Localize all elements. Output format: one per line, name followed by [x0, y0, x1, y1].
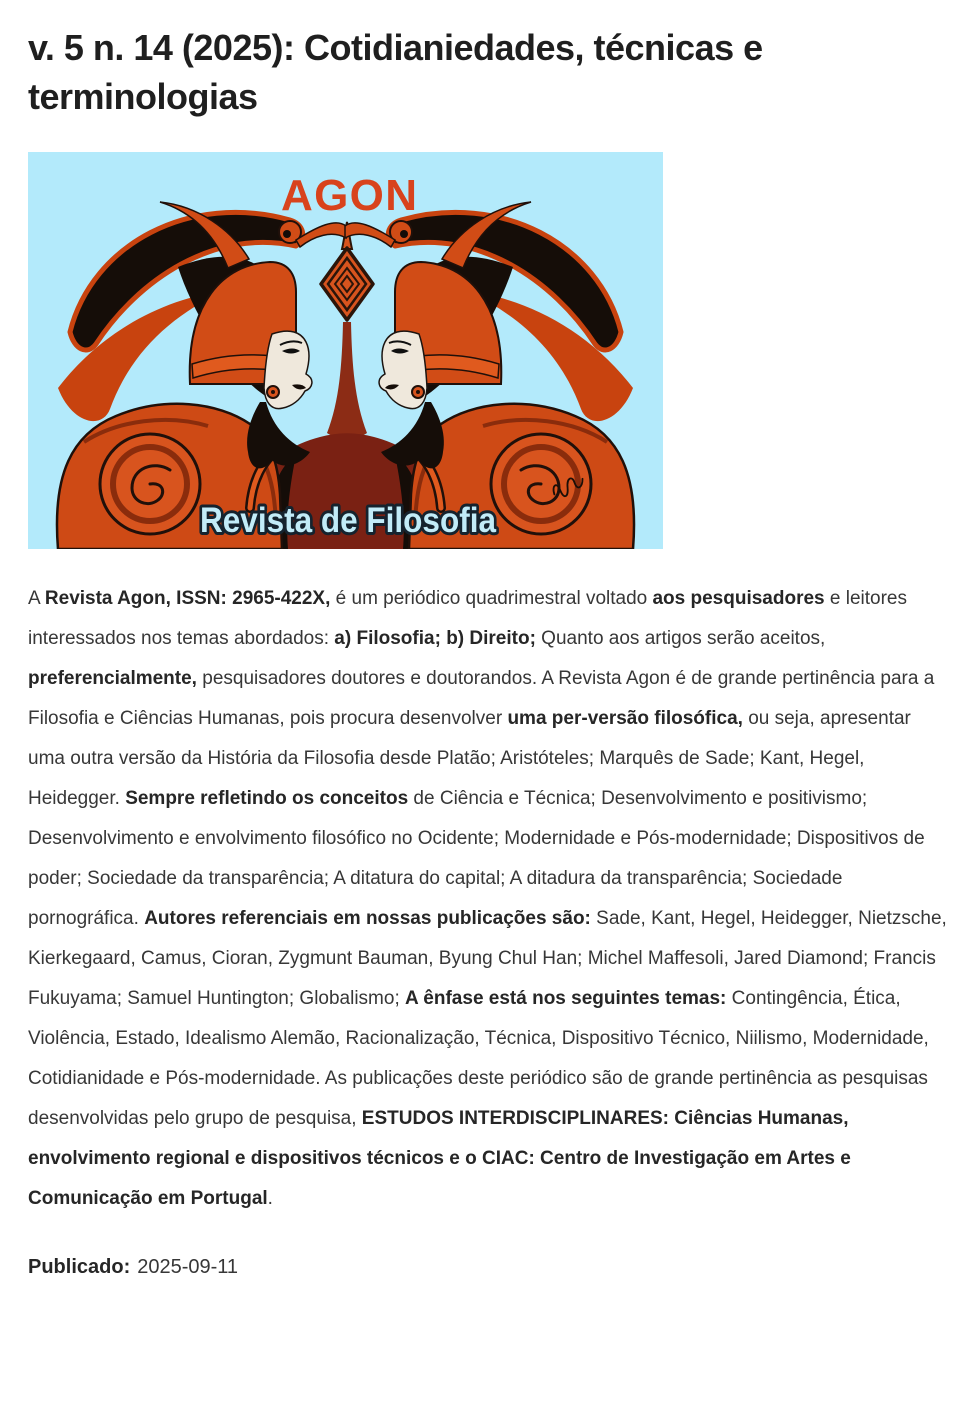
published-line — [28, 1247, 952, 1287]
issue-cover-image — [28, 152, 663, 549]
issue-description: A Revista Agon, ISSN: 2965-422X, é um periódico quadrimestral voltado aos pesquisadores e leitores interessados nos temas abordados: a) Filosofia; b) Direito; Quanto aos artigos serão aceitos, preferencialmente, pesquisadores doutores e doutorandos. A Revista Agon é de grande pertinência para a Filosofia e Ciências Humanas, pois procura desenvolver uma per-versão filosófica, ou seja, apresentar uma outra versão da História da Filosofia desde Platão; Aristóteles; Marquês de Sade; Kant, Hegel, Heidegger. Sempre refletindo os conceitos de Ciência e Técnica; Desenvolvimento e positivismo; Desenvolvimento e envolvimento filosófico no Ocidente; Modernidade e Pós-modernidade; Dispositivos de poder; Sociedade da transparência; A ditatura do capital; A ditadura da transparência; Sociedade pornográfica. Autores referenciais em nossas publicações são: Sade, Kant, Hegel, Heidegger, Nietzsche, Kierkegaard, Camus, Cioran, Zygmunt Bauman, Byung Chul Han; Michel Maffesoli, Jared Diamond; Francis Fukuyama; Samuel Huntington; Globalismo; A ênfase está nos seguintes temas: Contingência, Ética, Violência, Estado, Idealismo Alemão, Racionalização, Técnica, Dispositivo Técnico, Niilismo, Modernidade, Cotidianidade e Pós-modernidade. As publicações deste periódico são de grande pertinência as pesquisas desenvolvidas pelo grupo de pesquisa, ESTUDOS INTERDISCIPLINARES: Ciências Humanas, envolvimento regional e dispositivos técnicos e o CIAC: Centro de Investigação em Artes e Comunicação em Portugal. — [28, 587, 947, 1209]
page-title: v. 5 n. 14 (2025): Cotidianiedades, técnicas e terminologias — [28, 27, 763, 117]
published-label: Publicado: — [28, 1255, 131, 1278]
cover-magazine-title: AGON — [281, 170, 419, 220]
cover-illustration — [28, 152, 663, 549]
published-date: 2025-09-11 — [137, 1255, 239, 1278]
cover-subtitle: Revista de Filosofia — [200, 500, 497, 540]
